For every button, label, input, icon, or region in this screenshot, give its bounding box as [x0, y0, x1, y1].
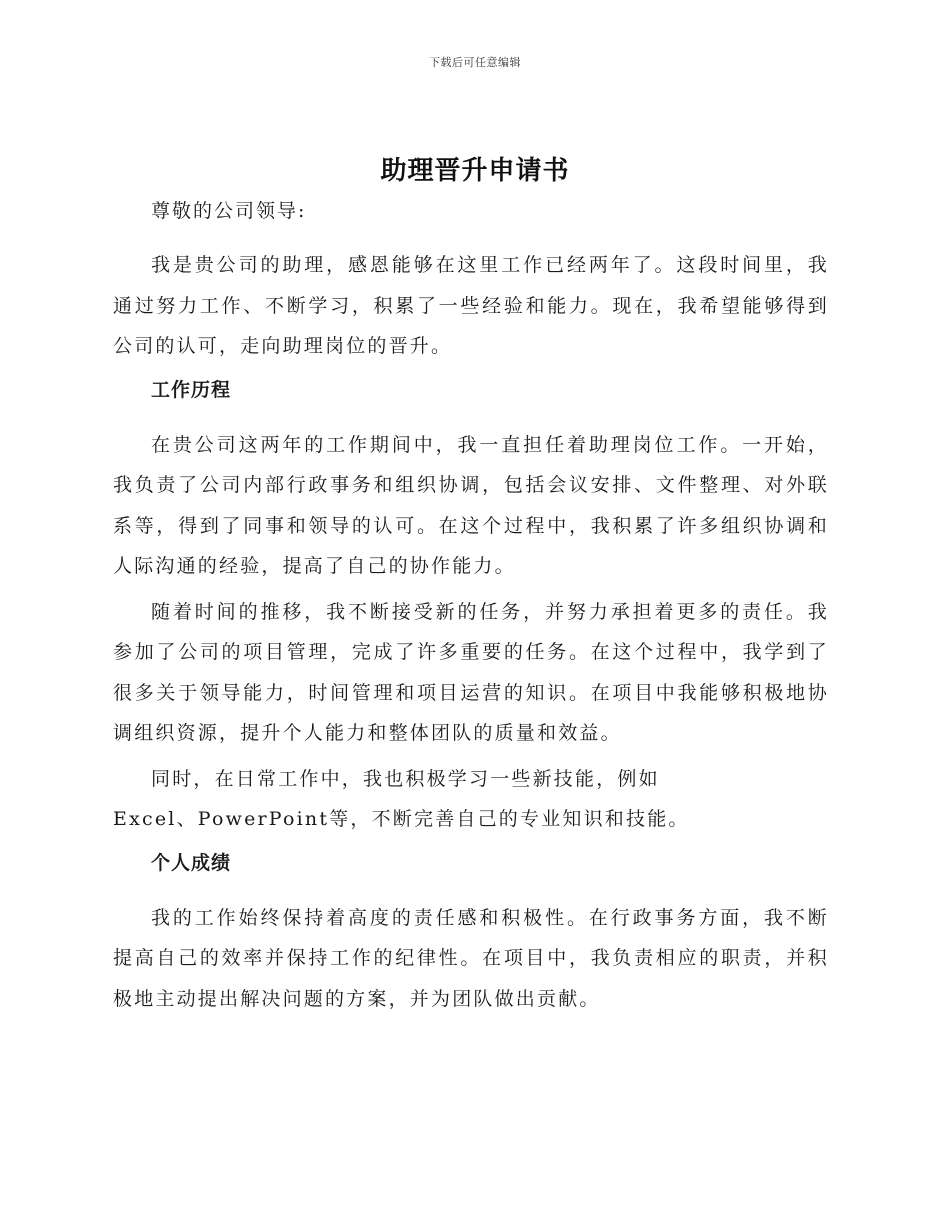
achievements-paragraph-1: 我的工作始终保持着高度的责任感和积极性。在行政事务方面，我不断提高自己的效率并保持工作的纪律性。在项目中，我负责相应的职责，并积极地主动提出解决问题的方案，并为团队做出贡献。 — [113, 906, 829, 1010]
tools-line-1: 同时，在日常工作中，我也积极学习一些新技能，例如 — [151, 767, 660, 790]
intro-paragraph: 我是贵公司的助理，感恩能够在这里工作已经两年了。这段时间里，我通过努力工作、不断学习，积累了一些经验和能力。现在，我希望能够得到公司的认可，走向助理岗位的晋升。 — [113, 254, 829, 357]
work-history-paragraph-1: 在贵公司这两年的工作期间中，我一直担任着助理岗位工作。一开始，我负责了公司内部行政事务和组织协调，包括会议安排、文件整理、对外联系等，得到了同事和领导的认可。在这个过程中，我积累了许多组织协调和人际沟通的经验，提高了自己的协作能力。 — [113, 433, 829, 577]
header-note: 下载后可任意编辑 — [429, 56, 521, 69]
tools-line-2: Excel、PowerPoint等，不断完善自己的专业知识和技能。 — [113, 808, 690, 830]
work-history-paragraph-2: 随着时间的推移，我不断接受新的任务，并努力承担着更多的责任。我参加了公司的项目管理，完成了许多重要的任务。在这个过程中，我学到了很多关于领导能力，时间管理和项目运营的知识。在项目中我能够积极地协调组织资源，提升个人能力和整体团队的质量和效益。 — [113, 600, 829, 744]
document-title: 助理晋升申请书 — [380, 156, 570, 186]
work-history-paragraph-3 — [113, 759, 829, 840]
section-heading-work-history: 工作历程 — [151, 378, 232, 401]
document-body — [113, 196, 829, 1024]
section-heading-achievements: 个人成绩 — [151, 851, 232, 874]
salutation: 尊敬的公司领导: — [151, 200, 307, 222]
